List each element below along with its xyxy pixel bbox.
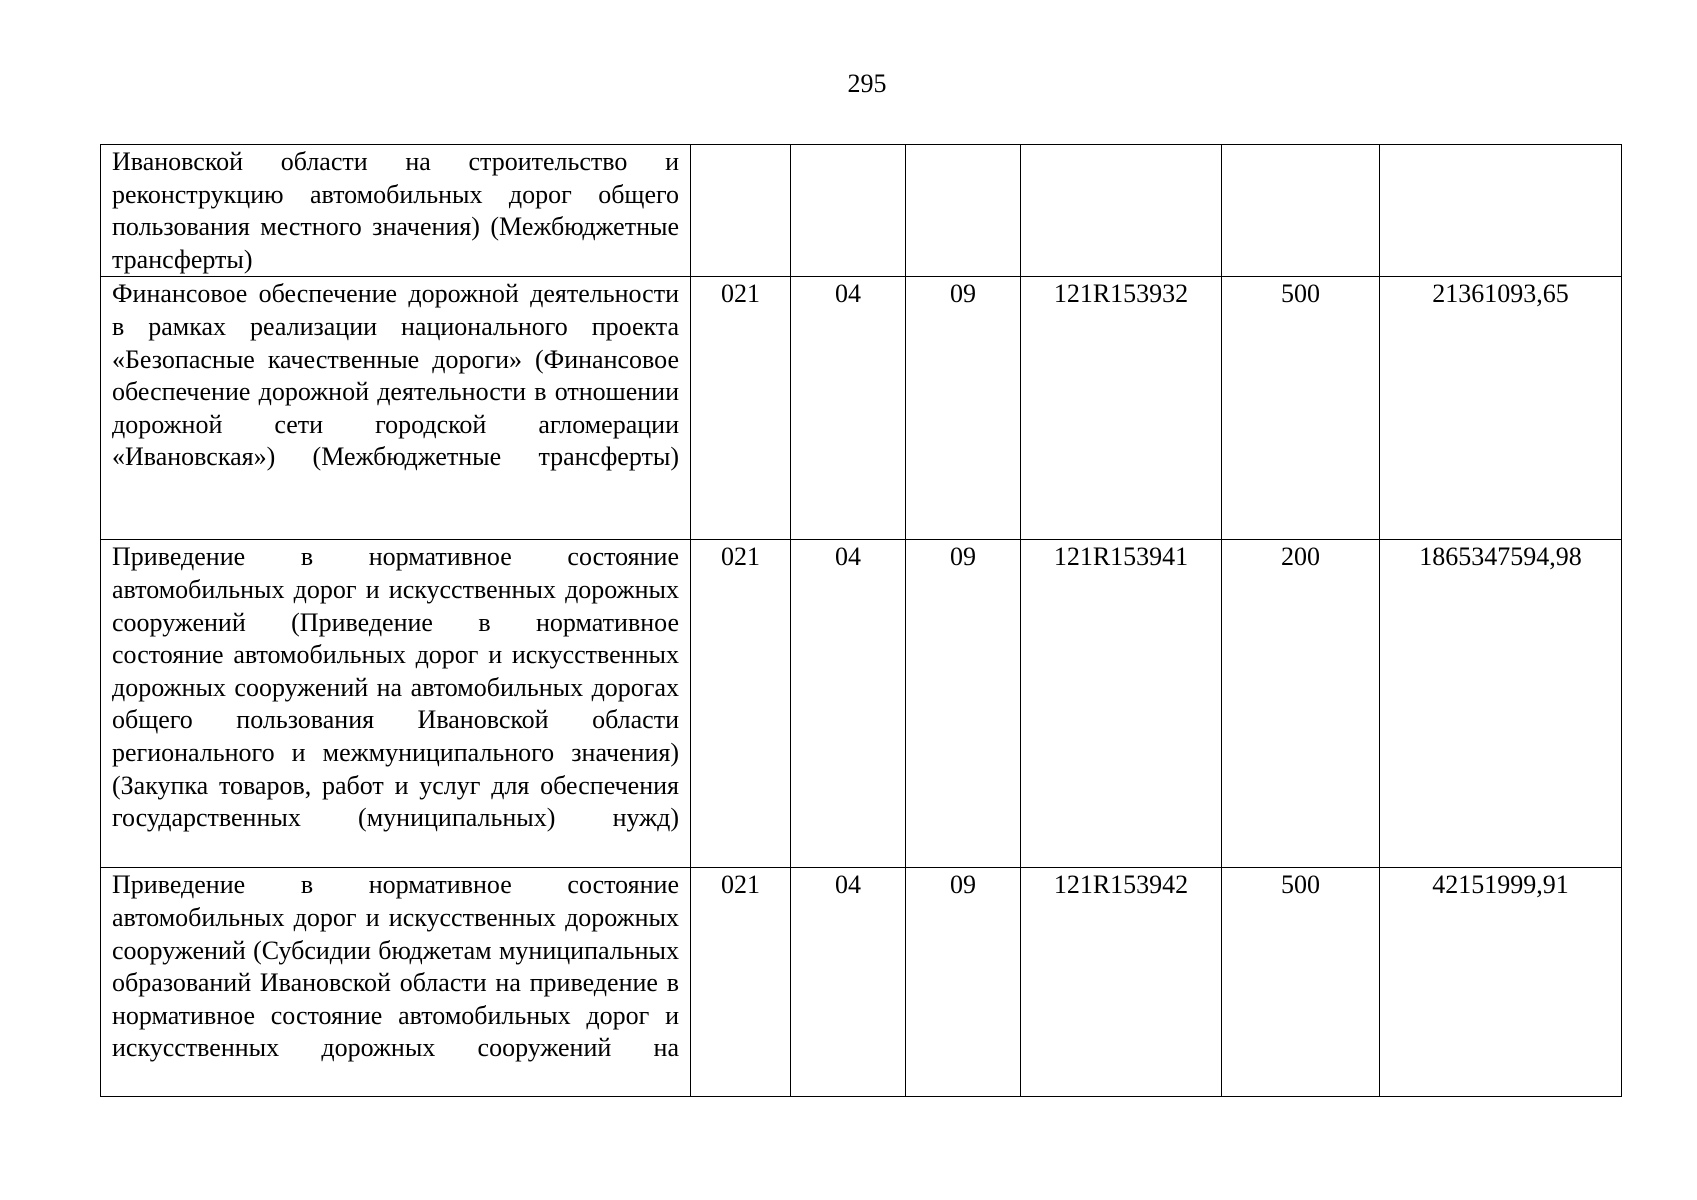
table-row	[101, 277, 1622, 540]
table-row	[101, 145, 1622, 277]
row-target-article: 121R153942	[1021, 868, 1222, 1097]
row-amount	[1380, 145, 1622, 277]
table-row	[101, 540, 1622, 868]
row-section-code: 04	[791, 868, 906, 1097]
row-grbs-code: 021	[691, 868, 791, 1097]
row-subsection-code: 09	[906, 540, 1021, 868]
row-target-article	[1021, 145, 1222, 277]
row-subsection-code: 09	[906, 868, 1021, 1097]
page-number: 295	[847, 69, 887, 98]
row-subsection-code	[906, 145, 1021, 277]
row-expense-type: 500	[1222, 868, 1380, 1097]
row-expense-type: 200	[1222, 540, 1380, 868]
row-expense-type: 500	[1222, 277, 1380, 540]
row-amount: 1865347594,98	[1380, 540, 1622, 868]
row-section-code: 04	[791, 277, 906, 540]
budget-table	[100, 144, 1622, 1097]
row-amount: 42151999,91	[1380, 868, 1622, 1097]
row-description: Приведение в нормативное состояние автомобильных дорог и искусственных дорожных сооружений (Приведение в нормативное состояние автомобильных дорог и искусственных дорожных сооружений на автомобильных дорогах общего пользования Ивановской области регионального и межмуниципального значения) (Закупка товаров, работ и услуг для обеспечения государственных (муниципальных) нужд)	[101, 540, 691, 868]
row-section-code: 04	[791, 540, 906, 868]
row-amount: 21361093,65	[1380, 277, 1622, 540]
row-description: Ивановской области на строительство и реконструкцию автомобильных дорог общего пользования местного значения) (Межбюджетные трансферты)	[101, 145, 691, 277]
row-target-article: 121R153932	[1021, 277, 1222, 540]
row-description: Приведение в нормативное состояние автомобильных дорог и искусственных дорожных сооружений (Субсидии бюджетам муниципальных образований Ивановской области на приведение в нормативное состояние автомобильных дорог и искусственных дорожных сооружений на	[101, 868, 691, 1097]
row-subsection-code: 09	[906, 277, 1021, 540]
row-section-code	[791, 145, 906, 277]
row-grbs-code: 021	[691, 540, 791, 868]
row-grbs-code	[691, 145, 791, 277]
row-expense-type	[1222, 145, 1380, 277]
row-target-article: 121R153941	[1021, 540, 1222, 868]
row-grbs-code: 021	[691, 277, 791, 540]
row-description: Финансовое обеспечение дорожной деятельности в рамках реализации национального проекта «Безопасные качественные дороги» (Финансовое обеспечение дорожной деятельности в отношении дорожной сети городской агломерации «Ивановская») (Межбюджетные трансферты)	[101, 277, 691, 540]
table-row	[101, 868, 1622, 1097]
